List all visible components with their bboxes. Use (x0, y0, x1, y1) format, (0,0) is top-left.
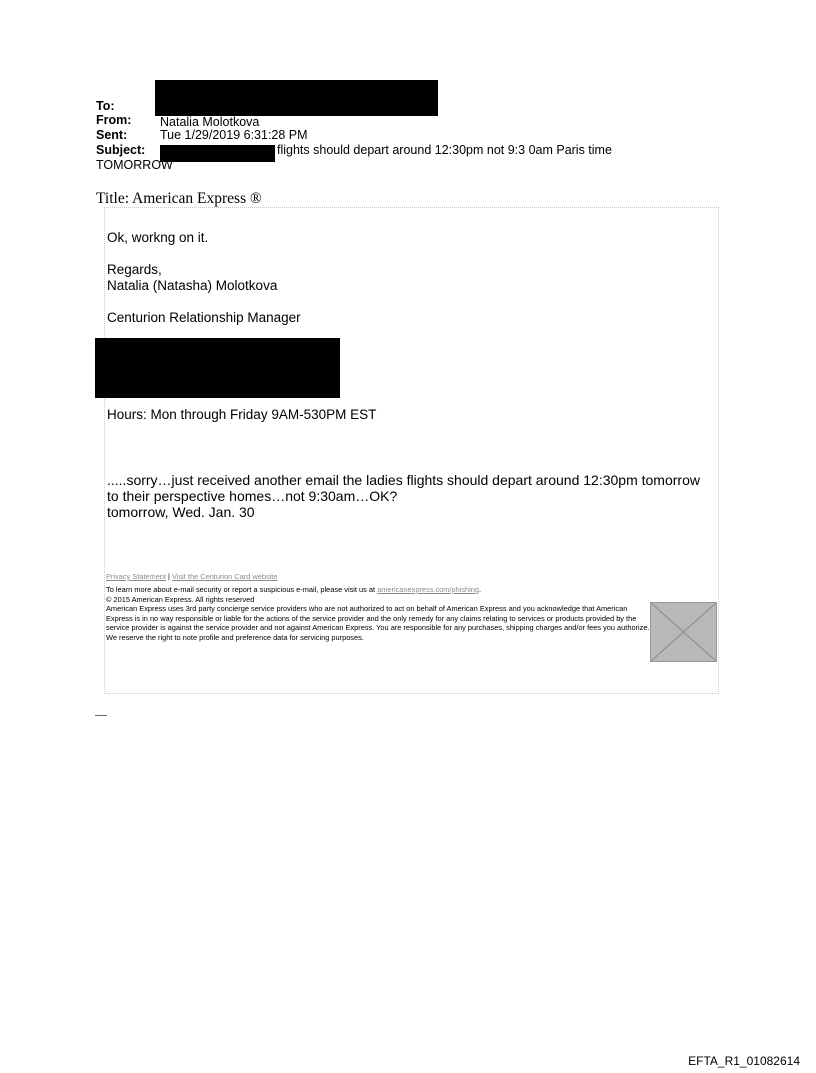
hours-text: Hours: Mon through Friday 9AM-530PM EST (107, 407, 377, 422)
footer-links (106, 572, 277, 581)
footer-separator: | (168, 572, 170, 581)
redaction-subject (160, 145, 275, 162)
redaction-contact (95, 338, 340, 398)
from-value: Natalia Molotkova (160, 115, 260, 129)
regards-text: Regards, (107, 262, 162, 277)
sent-value: Tue 1/29/2019 6:31:28 PM (160, 128, 308, 142)
subject-value: flights should depart around 12:30pm not 9:3 0am Paris time (277, 143, 612, 157)
subject-label: Subject: (96, 143, 146, 157)
phishing-link[interactable]: americanexpress.com/phishing (377, 585, 479, 594)
security-text: To learn more about e-mail security or report a suspicious e-mail, please visit us at (106, 585, 376, 594)
signature-name: Natalia (Natasha) Molotkova (107, 278, 278, 293)
privacy-statement-link[interactable]: Privacy Statement (106, 572, 166, 581)
sent-label: Sent: (96, 128, 128, 142)
image-placeholder-icon (650, 602, 717, 662)
redaction-to (155, 80, 438, 116)
page-mark (95, 709, 107, 716)
message-line-1: .....sorry…just received another email the ladies flights should depart around 12:30pm tomorrow (107, 472, 700, 488)
title-line: Title: American Express ® (96, 190, 262, 207)
bates-number: EFTA_R1_01082614 (688, 1054, 800, 1068)
message-line-3: tomorrow, Wed. Jan. 30 (107, 504, 255, 520)
from-label: From: (96, 113, 132, 127)
message-line-2: to their perspective homes…not 9:30am…OK? (107, 488, 398, 504)
legal-disclaimer: American Express uses 3rd party concierge service providers who are not authorized to act on behalf of American Express and you acknowledge that American Express is in no way responsible or liable for the actions of the service provider and the only remedy for any claims relating to services or products provided by the service provider is against the service provider and not against American Express. You are responsible for any purchases, shipping charges and/or fees you authorize. We reserve the right to note profile and preference data for servicing purposes. (106, 604, 650, 642)
signature-title: Centurion Relationship Manager (107, 310, 301, 325)
subject-continuation: TOMORROW (96, 158, 173, 172)
to-label: To: (96, 99, 115, 113)
greeting-text: Ok, workng on it. (107, 230, 209, 245)
security-line: To learn more about e-mail security or report a suspicious e-mail, please visit us at americanexpress.com/phishing. (106, 585, 482, 594)
centurion-website-link[interactable]: Visit the Centurion Card website (172, 572, 278, 581)
copyright-text: © 2015 American Express. All rights reserved (106, 595, 255, 604)
